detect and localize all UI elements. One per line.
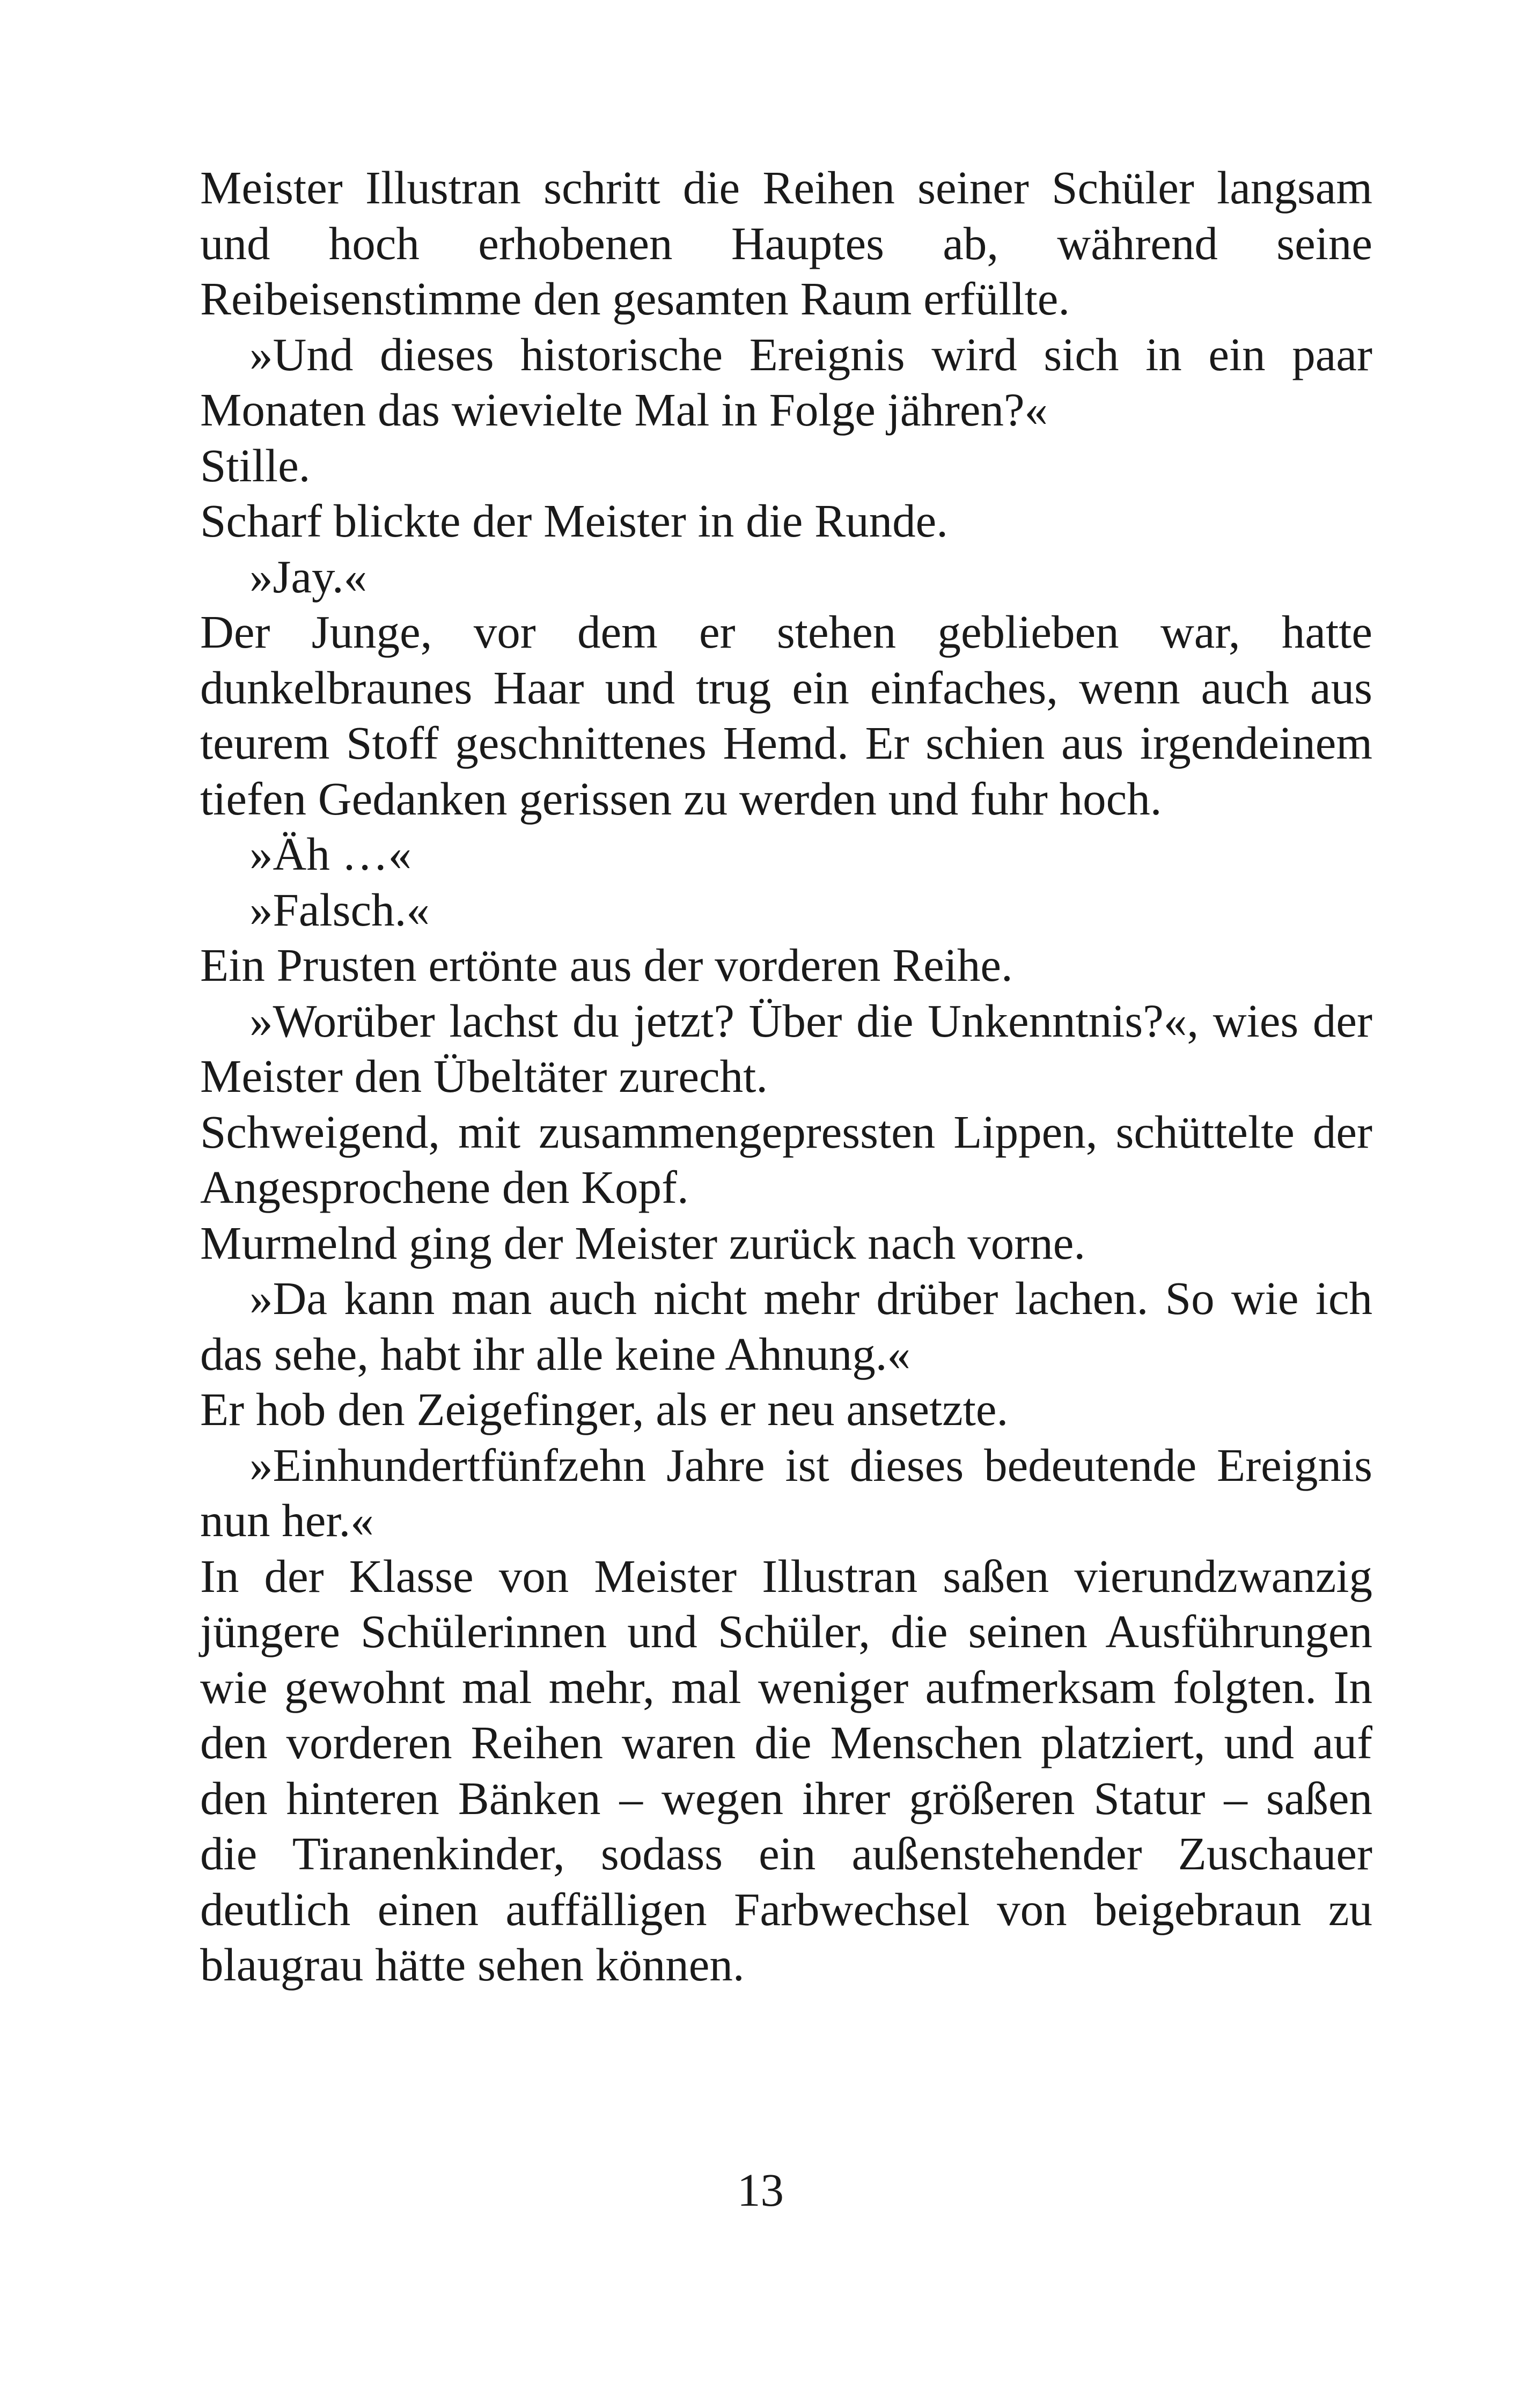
page-number: 13 [737, 2164, 784, 2216]
paragraph: »Jay.« [249, 550, 368, 603]
paragraph: »Worüber lachst du jetzt? Über die Unkenntnis?«, wies der Meister den Übeltäter zurecht. [200, 994, 1372, 1102]
paragraph: »Falsch.« [249, 883, 430, 936]
paragraph: In der Klasse von Meister Illustran saßen vierundzwanzig jüngere Schülerinnen und Schüler, die seinen Ausführungen wie gewohnt mal mehr, mal weniger aufmerksam folgten. In den vorderen Reihen waren die Menschen platziert, und auf den hinteren Bänken – wegen ihrer größeren Statur – saßen die Tiranenkinder, sodass ein außenstehender Zuschauer deutlich einen auffälligen Farbwechsel von beigebraun zu blaugrau hätte sehen können. [200, 1550, 1372, 1991]
paragraph: Meister Illustran schritt die Reihen seiner Schüler langsam und hoch erhobenen Hauptes ab, während seine Reibeisenstimme den gesamten Raum erfüllte. [200, 161, 1372, 325]
paragraph: Schweigend, mit zusammengepressten Lippen, schüttelte der Angesprochene den Kopf. [200, 1105, 1372, 1213]
paragraph: Der Junge, vor dem er stehen geblieben war, hatte dunkelbraunes Haar und trug ein einfaches, wenn auch aus teurem Stoff geschnittenes Hemd. Er schien aus irgendeinem tiefen Gedanken gerissen zu werden und fuhr hoch. [200, 606, 1372, 825]
paragraph: Murmelnd ging der Meister zurück nach vorne. [200, 1216, 1086, 1269]
paragraph: Scharf blickte der Meister in die Runde. [200, 495, 948, 547]
paragraph: »Da kann man auch nicht mehr drüber lachen. So wie ich das sehe, habt ihr alle keine Ahnung.« [200, 1272, 1372, 1380]
body-text [200, 160, 1372, 1993]
paragraph: Ein Prusten ertönte aus der vorderen Reihe. [200, 939, 1013, 991]
paragraph: Stille. [200, 439, 311, 491]
paragraph: »Äh …« [249, 828, 412, 880]
paragraph: »Und dieses historische Ereignis wird sich in ein paar Monaten das wievielte Mal in Folge jähren?« [200, 328, 1372, 436]
paragraph: »Einhundertfünfzehn Jahre ist dieses bedeutende Ereignis nun her.« [200, 1438, 1372, 1546]
paragraph: Er hob den Zeigefinger, als er neu ansetzte. [200, 1383, 1009, 1435]
